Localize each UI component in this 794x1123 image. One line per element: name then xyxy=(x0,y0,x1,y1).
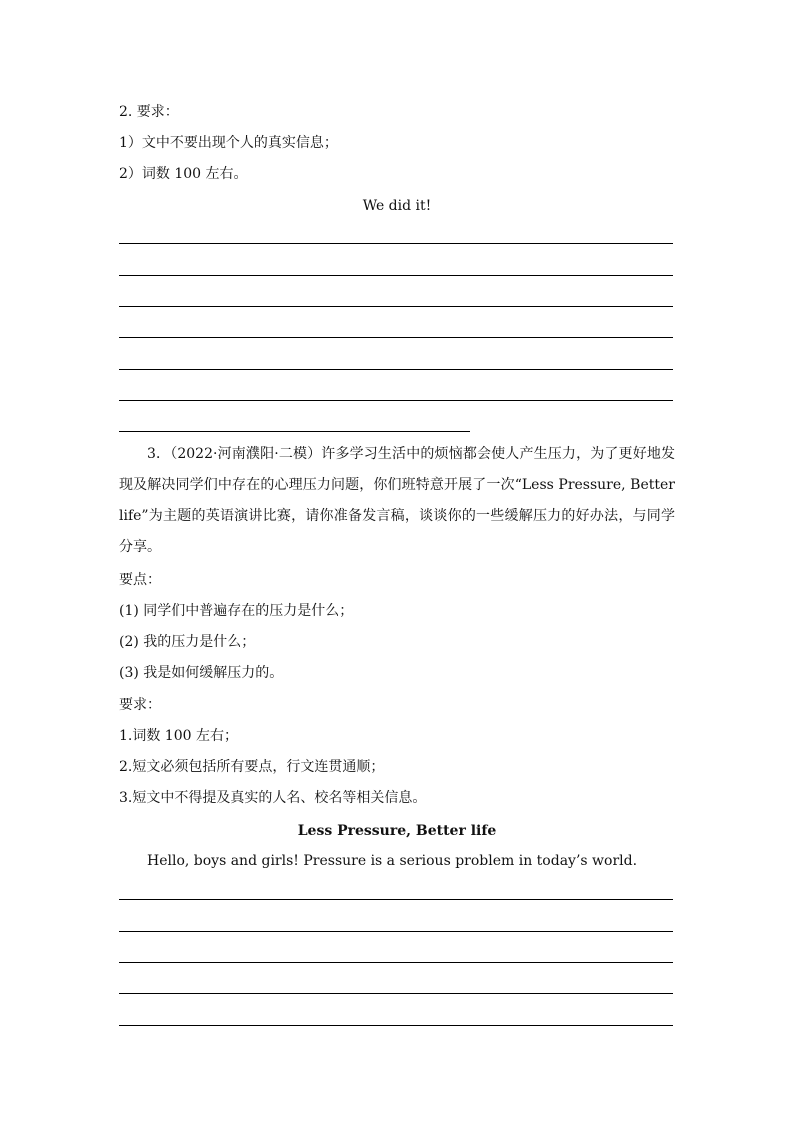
section2-requirement-1: 1）文中不要出现个人的真实信息； xyxy=(119,135,338,151)
writing-line xyxy=(119,899,673,900)
writing-line xyxy=(119,400,673,401)
section3-points-heading: 要点： xyxy=(119,572,161,588)
writing-line xyxy=(119,931,673,932)
writing-line xyxy=(119,337,673,338)
writing-line xyxy=(119,962,673,963)
section3-requirement-2: 2.短文必须包括所有要点，行文连贯通顺； xyxy=(119,759,385,775)
writing-line xyxy=(119,369,673,370)
section2-requirements-heading: 2. 要求： xyxy=(119,104,179,120)
section3-opening-sentence: Hello, boys and girls! Pressure is a serious problem in today’s world. xyxy=(147,853,638,869)
section3-requirements-heading: 要求： xyxy=(119,697,161,713)
section3-prompt: 3．（2022·河南濮阳·二模）许多学习生活中的烦恼都会使人产生压力，为了更好地发现及解决同学们中存在的心理压力问题，你们班特意开展了一次“Less Pressure, Better life”为主题的英语演讲比赛，请你准备发言稿，谈谈你的一些缓解压力的好办法，与同学分享。 xyxy=(119,446,675,555)
section3-requirement-1: 1.词数 100 左右； xyxy=(119,728,238,744)
section3-point-2: (2) 我的压力是什么； xyxy=(119,634,256,650)
writing-line xyxy=(119,1025,673,1026)
section3-point-3: (3) 我是如何缓解压力的。 xyxy=(119,665,284,681)
section2-requirement-2: 2）词数 100 左右。 xyxy=(119,166,248,182)
writing-line xyxy=(119,275,673,276)
section2-essay-title: We did it! xyxy=(362,198,432,214)
section3-essay-title: Less Pressure, Better life xyxy=(297,823,497,839)
section3-point-1: (1) 同学们中普遍存在的压力是什么； xyxy=(119,603,354,619)
writing-line xyxy=(119,306,673,307)
section3-requirement-3: 3.短文中不得提及真实的人名、校名等相关信息。 xyxy=(119,790,427,806)
writing-line-short xyxy=(119,431,470,432)
writing-line xyxy=(119,993,673,994)
writing-line xyxy=(119,243,673,244)
